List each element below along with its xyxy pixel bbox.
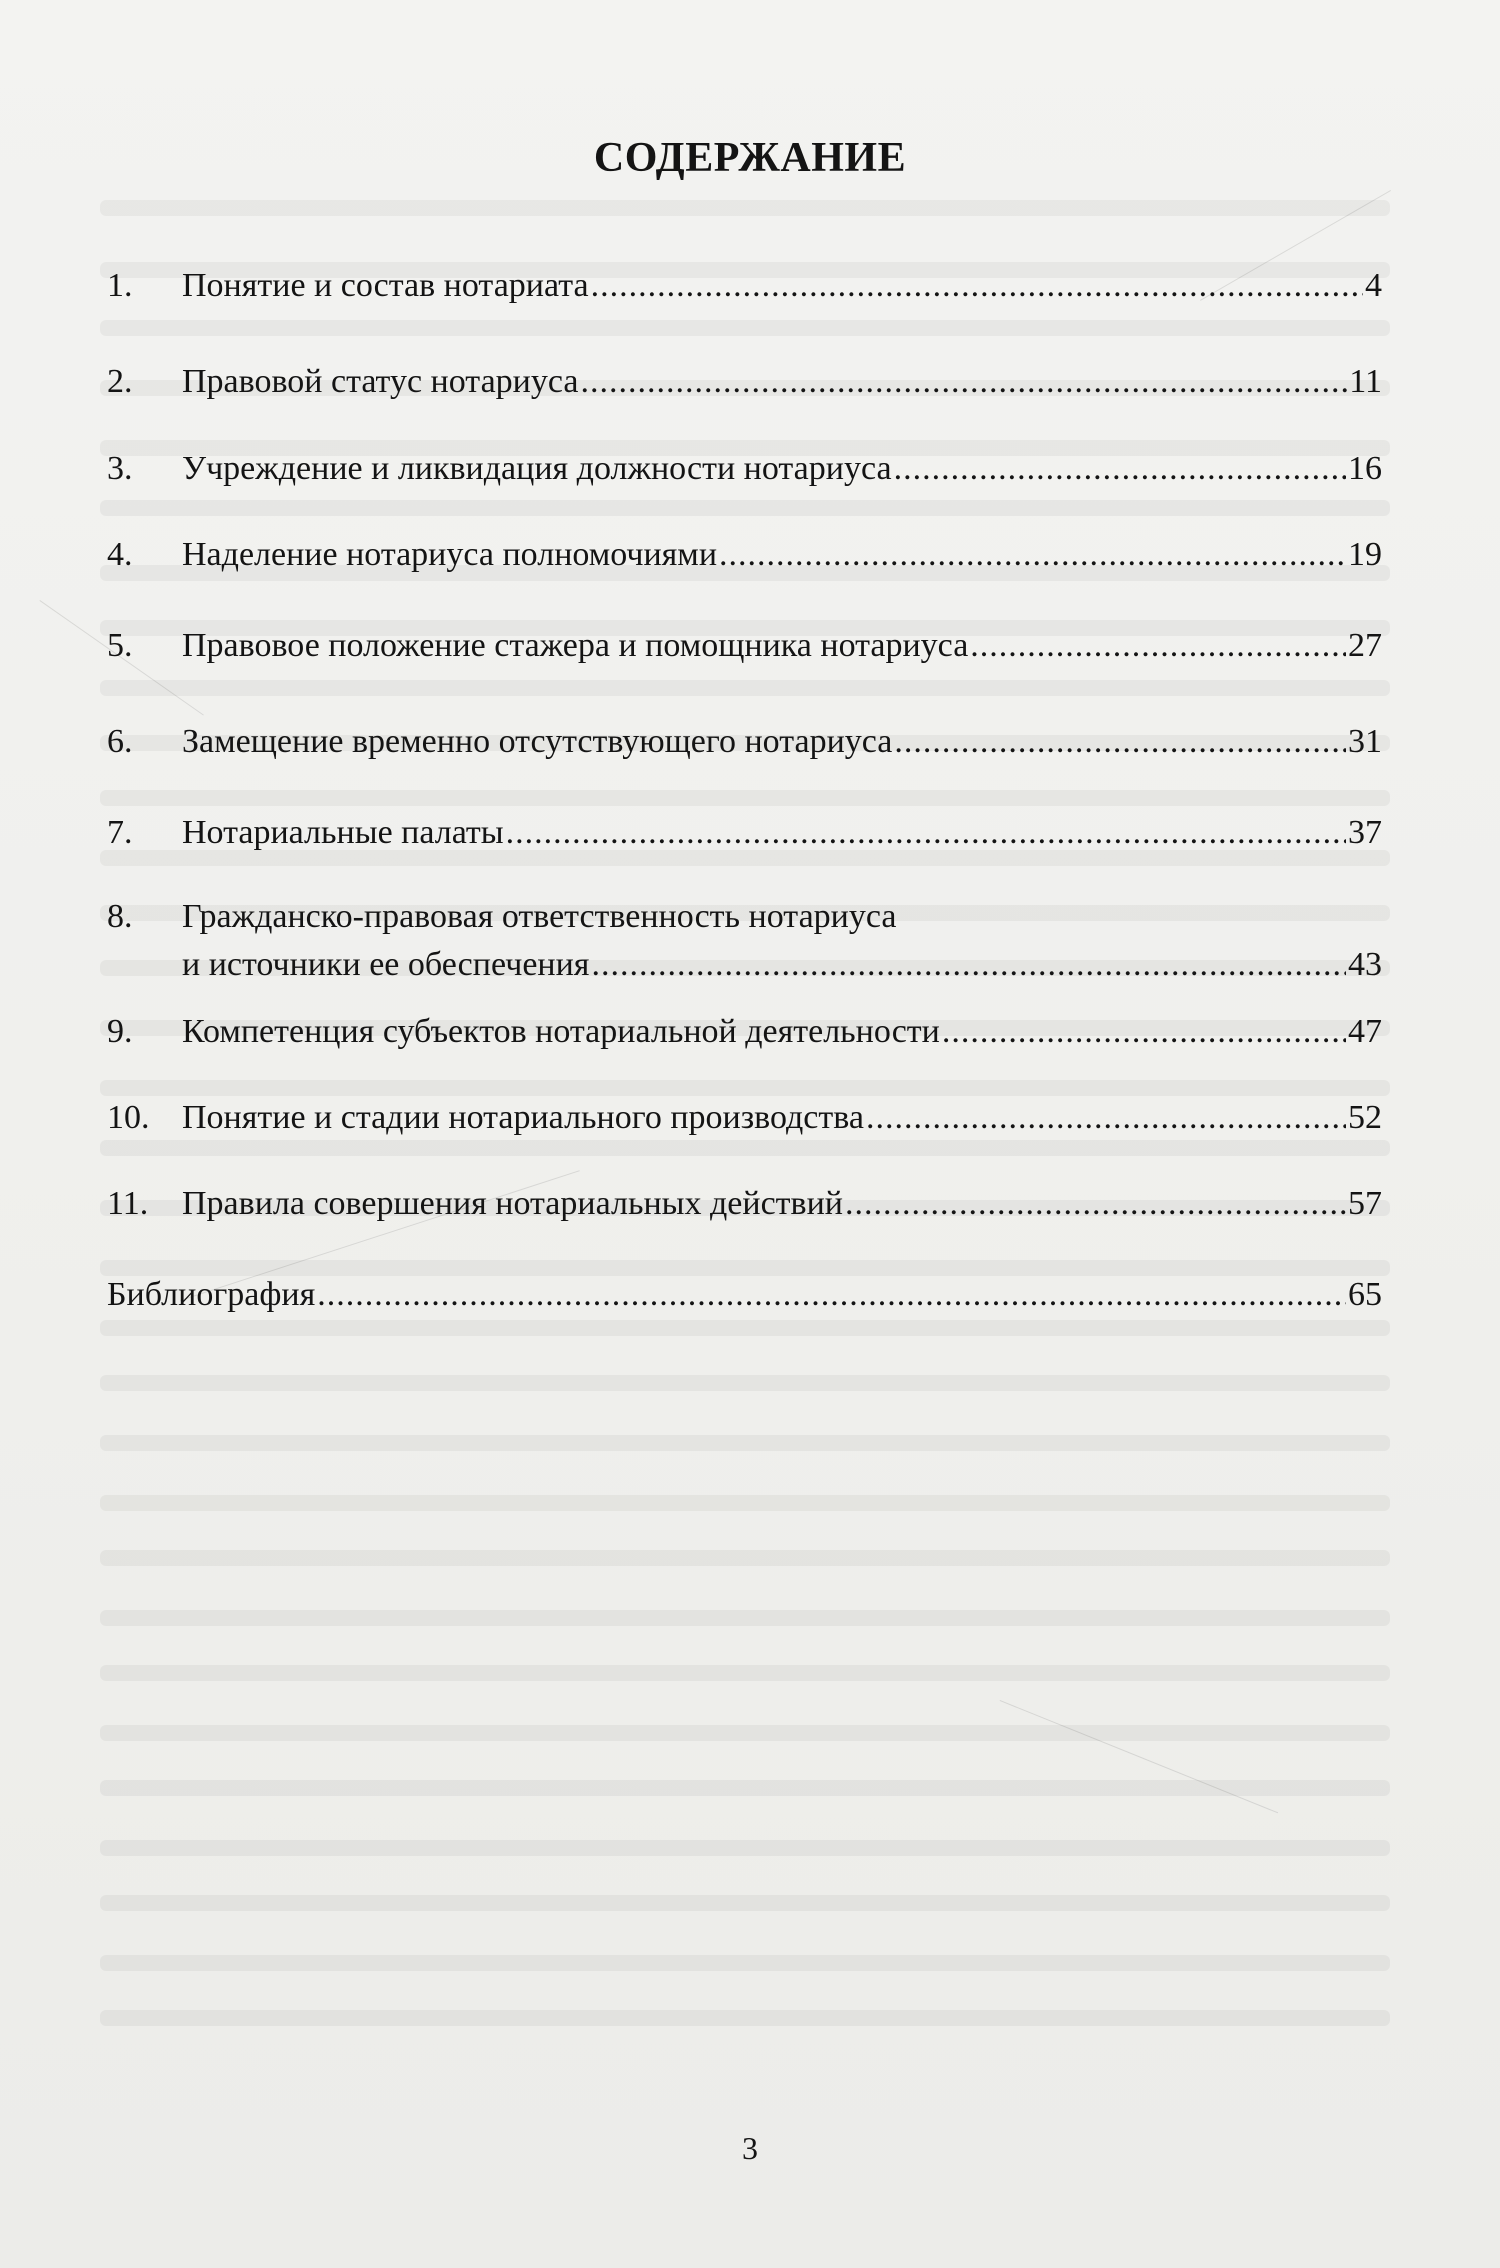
toc-page-number: 16 bbox=[1348, 450, 1382, 487]
toc-page-number: 27 bbox=[1348, 627, 1382, 664]
toc-page-number: 43 bbox=[1348, 946, 1382, 983]
toc-page-number: 65 bbox=[1348, 1276, 1382, 1313]
toc-number: 7. bbox=[107, 814, 133, 851]
dot-leader bbox=[591, 262, 1363, 310]
dot-leader bbox=[894, 718, 1346, 766]
dot-leader bbox=[894, 445, 1346, 493]
toc-number: 1. bbox=[107, 267, 133, 304]
toc-number: 10. bbox=[107, 1099, 150, 1136]
toc-title: Правила совершения нотариальных действий bbox=[182, 1185, 843, 1222]
toc-entry-7 bbox=[107, 809, 1382, 857]
toc-page-number: 37 bbox=[1348, 814, 1382, 851]
toc-title: Компетенция субъектов нотариальной деятельности bbox=[182, 1013, 940, 1050]
toc-number: 6. bbox=[107, 723, 133, 760]
toc-title: Библиография bbox=[107, 1276, 316, 1313]
toc-entry-10 bbox=[107, 1094, 1382, 1142]
toc-page-number: 4 bbox=[1365, 267, 1382, 304]
dot-leader bbox=[719, 531, 1346, 579]
page-number: 3 bbox=[742, 2130, 758, 2166]
toc-title-continuation: и источники ее обеспечения bbox=[182, 946, 590, 983]
toc-entry-2 bbox=[107, 358, 1382, 406]
dot-leader bbox=[970, 622, 1346, 670]
toc-entry-bibliography bbox=[107, 1271, 1382, 1319]
dot-leader bbox=[845, 1180, 1346, 1228]
toc-entry-5 bbox=[107, 622, 1382, 670]
dot-leader bbox=[580, 358, 1347, 406]
toc-title: Понятие и стадии нотариального производства bbox=[182, 1099, 864, 1136]
toc-title: Нотариальные палаты bbox=[182, 814, 504, 851]
table-of-contents bbox=[107, 262, 1382, 1319]
toc-entry-3 bbox=[107, 445, 1382, 493]
toc-number: 3. bbox=[107, 450, 133, 487]
toc-page-number: 11 bbox=[1349, 363, 1382, 400]
dot-leader bbox=[942, 1008, 1346, 1056]
toc-entry-11 bbox=[107, 1180, 1382, 1228]
toc-number: 8. bbox=[107, 898, 133, 935]
toc-page-number: 19 bbox=[1348, 536, 1382, 573]
toc-number: 5. bbox=[107, 627, 133, 664]
toc-number: 9. bbox=[107, 1013, 133, 1050]
toc-title: Правовой статус нотариуса bbox=[182, 363, 579, 400]
toc-page-number: 31 bbox=[1348, 723, 1382, 760]
toc-number: 2. bbox=[107, 363, 133, 400]
toc-page-number: 52 bbox=[1348, 1099, 1382, 1136]
toc-title: Замещение временно отсутствующего нотариуса bbox=[182, 723, 893, 760]
toc-title: Наделение нотариуса полномочиями bbox=[182, 536, 718, 573]
toc-title: Правовое положение стажера и помощника нотариуса bbox=[182, 627, 969, 664]
toc-entry-8 bbox=[107, 893, 1382, 989]
toc-entry-6 bbox=[107, 718, 1382, 766]
dot-leader bbox=[317, 1271, 1346, 1319]
toc-entry-1 bbox=[107, 262, 1382, 310]
toc-title: Гражданско-правовая ответственность нотариуса bbox=[182, 898, 897, 935]
toc-entry-4 bbox=[107, 531, 1382, 579]
toc-title: Учреждение и ликвидация должности нотариуса bbox=[182, 450, 892, 487]
toc-title: Понятие и состав нотариата bbox=[182, 267, 589, 304]
dot-leader bbox=[866, 1094, 1346, 1142]
dot-leader bbox=[591, 941, 1346, 989]
dot-leader bbox=[506, 809, 1346, 857]
page-title: СОДЕРЖАНИЕ bbox=[593, 135, 907, 181]
toc-number: 11. bbox=[107, 1185, 149, 1222]
toc-entry-9 bbox=[107, 1008, 1382, 1056]
toc-page-number: 57 bbox=[1348, 1185, 1382, 1222]
toc-page-number: 47 bbox=[1348, 1013, 1382, 1050]
toc-number: 4. bbox=[107, 536, 133, 573]
